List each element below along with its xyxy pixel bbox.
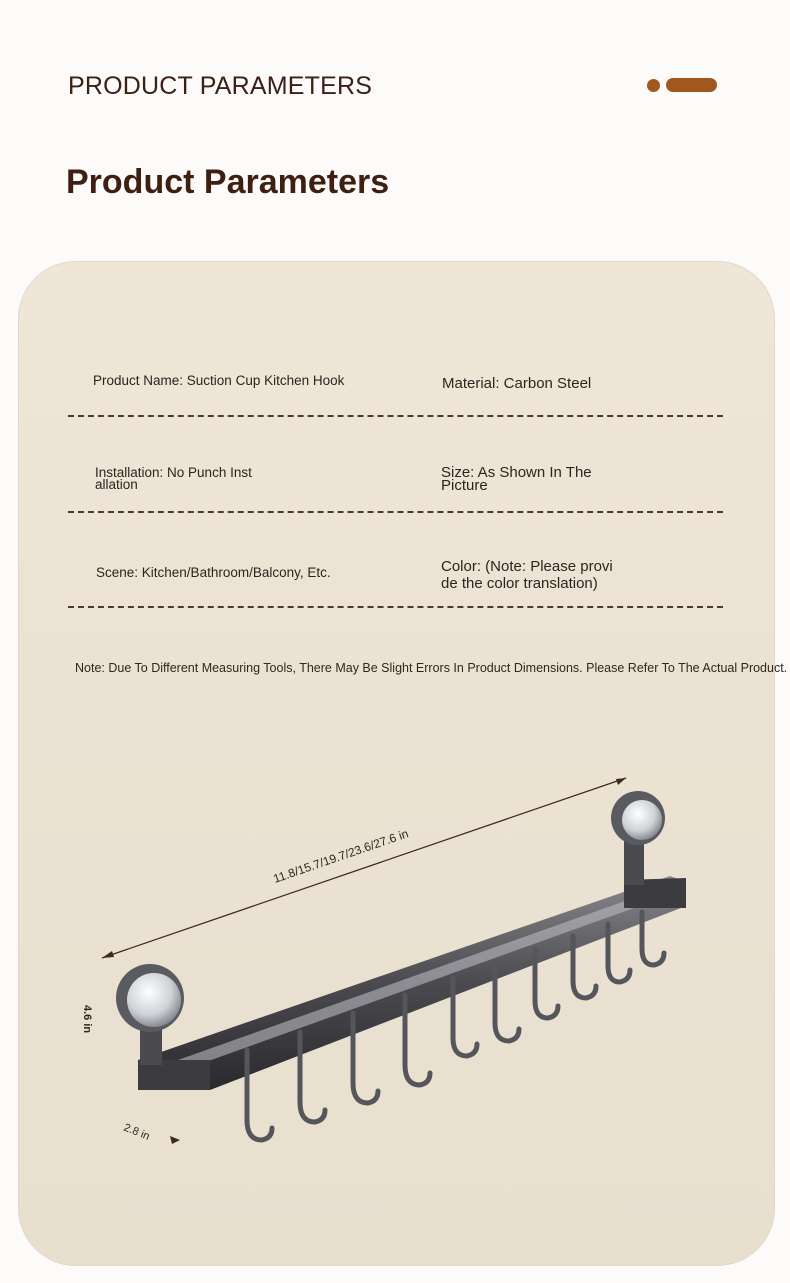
decorative-dots: [647, 78, 727, 94]
installation-line-2: allation: [95, 477, 138, 492]
measurement-note: Note: Due To Different Measuring Tools, There May Be Slight Errors In Product Dimensions. Please Refer To The Actual Product.: [75, 661, 788, 675]
pill-icon: [666, 78, 717, 92]
dot-icon: [647, 79, 660, 92]
page-title: Product Parameters: [66, 163, 390, 201]
color-line-1: Color: (Note: Please provi: [441, 558, 613, 575]
material-text: Material: Carbon Steel: [442, 375, 592, 392]
color-line-2: de the color translation): [441, 575, 598, 592]
header-title: PRODUCT PARAMETERS: [68, 72, 373, 100]
rail: [138, 876, 686, 1090]
height-label: 4.6 in: [81, 1005, 93, 1034]
right-suction-cup: [611, 791, 665, 885]
installation-text: [95, 467, 252, 491]
divider: [68, 606, 723, 608]
depth-label: 2.8 in: [121, 1121, 152, 1143]
size-line-2: Picture: [441, 477, 488, 494]
divider: [68, 511, 723, 513]
color-text: [441, 558, 613, 592]
product-illustration: [70, 760, 730, 1165]
divider: [68, 415, 723, 417]
length-label: 11.8/15.7/19.7/23.6/27.6 in: [271, 826, 411, 886]
arrow-icon: [170, 1136, 180, 1144]
scene-text: Scene: Kitchen/Bathroom/Balcony, Etc.: [96, 565, 331, 580]
size-line-1: Size: As Shown In The: [441, 464, 592, 481]
size-text: [441, 466, 592, 492]
product-name-text: Product Name: Suction Cup Kitchen Hook: [93, 373, 345, 388]
installation-line-1: Installation: No Punch Inst: [95, 465, 252, 480]
hook-rack-illustration: [70, 760, 730, 1160]
